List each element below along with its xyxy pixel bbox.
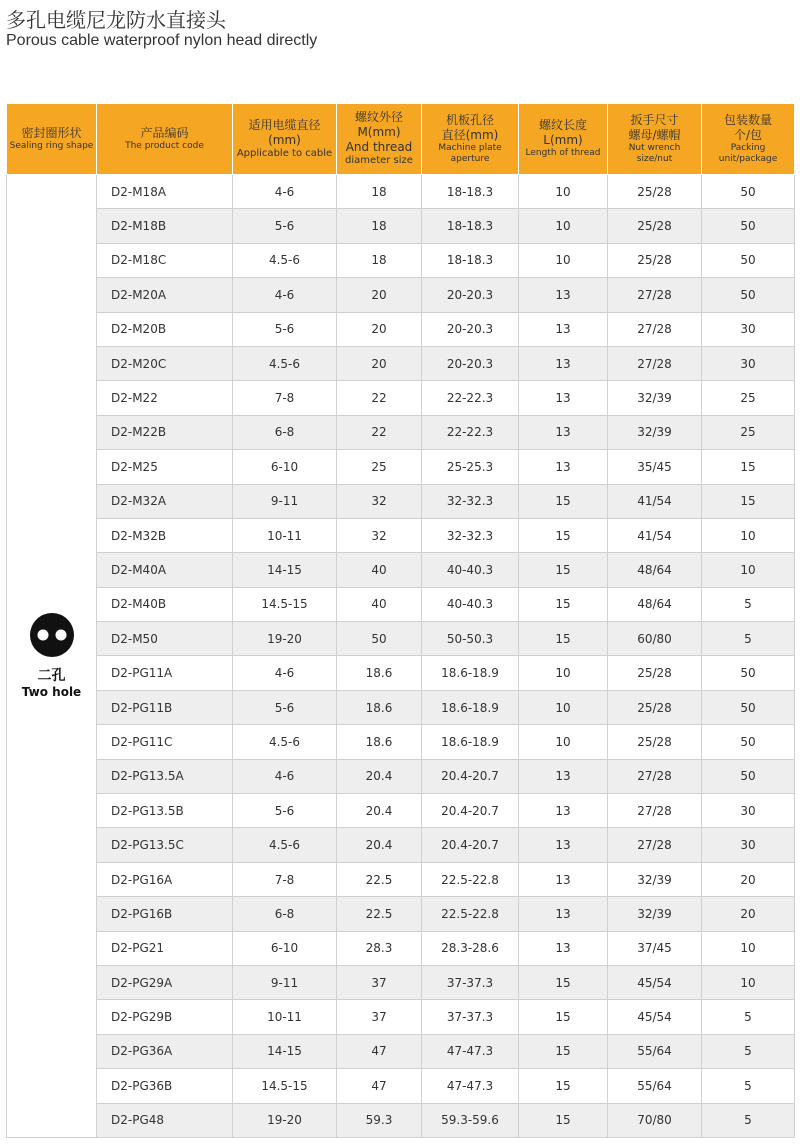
thread-diameter-cell: 18.6 bbox=[337, 690, 422, 724]
thread-diameter-cell: 20.4 bbox=[337, 828, 422, 862]
thread-diameter-cell: 20.4 bbox=[337, 794, 422, 828]
thread-length-cell: 13 bbox=[519, 794, 608, 828]
thread-length-cell: 10 bbox=[519, 656, 608, 690]
cable-diameter-cell: 14-15 bbox=[233, 1034, 337, 1068]
thread-diameter-cell: 18 bbox=[337, 175, 422, 209]
packing-unit-cell: 15 bbox=[702, 484, 795, 518]
table-row bbox=[7, 1000, 795, 1034]
wrench-size-cell: 48/64 bbox=[608, 587, 702, 621]
thread-length-cell: 15 bbox=[519, 484, 608, 518]
plate-aperture-cell: 40-40.3 bbox=[422, 587, 519, 621]
plate-aperture-cell: 20.4-20.7 bbox=[422, 794, 519, 828]
header-thread-diameter: 螺纹外径 M(mm) And thread diameter size bbox=[337, 104, 422, 175]
thread-length-cell: 15 bbox=[519, 1069, 608, 1103]
table-row bbox=[7, 931, 795, 965]
thread-diameter-cell: 20 bbox=[337, 346, 422, 380]
table-row bbox=[7, 484, 795, 518]
packing-unit-cell: 50 bbox=[702, 690, 795, 724]
table-row bbox=[7, 175, 795, 209]
header-cable-diameter: 适用电缆直径 (mm) Applicable to cable bbox=[233, 104, 337, 175]
header-sealing-ring-shape: 密封圈形状 Sealing ring shape bbox=[7, 104, 97, 175]
plate-aperture-cell: 22-22.3 bbox=[422, 381, 519, 415]
thread-length-cell: 13 bbox=[519, 897, 608, 931]
thread-diameter-cell: 20 bbox=[337, 278, 422, 312]
wrench-size-cell: 25/28 bbox=[608, 690, 702, 724]
thread-length-cell: 13 bbox=[519, 346, 608, 380]
packing-unit-cell: 50 bbox=[702, 209, 795, 243]
wrench-size-cell: 41/54 bbox=[608, 484, 702, 518]
cable-diameter-cell: 5-6 bbox=[233, 794, 337, 828]
product-code-cell: D2-M20A bbox=[97, 278, 233, 312]
thread-diameter-cell: 50 bbox=[337, 622, 422, 656]
sealing-ring-shape-cell bbox=[7, 175, 97, 1138]
header-wrench-size: 扳手尺寸 螺母/螺帽 Nut wrench size/nut bbox=[608, 104, 702, 175]
wrench-size-cell: 55/64 bbox=[608, 1069, 702, 1103]
cable-diameter-cell: 6-8 bbox=[233, 897, 337, 931]
product-code-cell: D2-PG36A bbox=[97, 1034, 233, 1068]
thread-length-cell: 13 bbox=[519, 415, 608, 449]
cable-diameter-cell: 19-20 bbox=[233, 622, 337, 656]
spec-table bbox=[6, 103, 795, 1138]
thread-length-cell: 13 bbox=[519, 862, 608, 896]
wrench-size-cell: 55/64 bbox=[608, 1034, 702, 1068]
cable-diameter-cell: 4-6 bbox=[233, 656, 337, 690]
thread-diameter-cell: 47 bbox=[337, 1069, 422, 1103]
packing-unit-cell: 5 bbox=[702, 622, 795, 656]
wrench-size-cell: 45/54 bbox=[608, 965, 702, 999]
table-row bbox=[7, 312, 795, 346]
table-row bbox=[7, 1069, 795, 1103]
plate-aperture-cell: 20.4-20.7 bbox=[422, 828, 519, 862]
thread-diameter-cell: 20 bbox=[337, 312, 422, 346]
table-row bbox=[7, 209, 795, 243]
table-row bbox=[7, 622, 795, 656]
thread-length-cell: 13 bbox=[519, 450, 608, 484]
wrench-size-cell: 27/28 bbox=[608, 794, 702, 828]
thread-length-cell: 15 bbox=[519, 587, 608, 621]
packing-unit-cell: 50 bbox=[702, 759, 795, 793]
header-thread-length: 螺纹长度 L(mm) Length of thread bbox=[519, 104, 608, 175]
wrench-size-cell: 27/28 bbox=[608, 312, 702, 346]
thread-length-cell: 15 bbox=[519, 1000, 608, 1034]
product-code-cell: D2-PG13.5B bbox=[97, 794, 233, 828]
table-row bbox=[7, 690, 795, 724]
product-code-cell: D2-PG21 bbox=[97, 931, 233, 965]
thread-diameter-cell: 18 bbox=[337, 243, 422, 277]
table-row bbox=[7, 897, 795, 931]
page-subtitle: Porous cable waterproof nylon head directly bbox=[6, 32, 318, 49]
table-row bbox=[7, 243, 795, 277]
thread-length-cell: 15 bbox=[519, 518, 608, 552]
thread-length-cell: 13 bbox=[519, 381, 608, 415]
plate-aperture-cell: 28.3-28.6 bbox=[422, 931, 519, 965]
two-hole-icon bbox=[29, 612, 75, 661]
cable-diameter-cell: 9-11 bbox=[233, 484, 337, 518]
wrench-size-cell: 35/45 bbox=[608, 450, 702, 484]
packing-unit-cell: 30 bbox=[702, 828, 795, 862]
wrench-size-cell: 41/54 bbox=[608, 518, 702, 552]
cable-diameter-cell: 14-15 bbox=[233, 553, 337, 587]
packing-unit-cell: 30 bbox=[702, 346, 795, 380]
plate-aperture-cell: 22-22.3 bbox=[422, 415, 519, 449]
packing-unit-cell: 10 bbox=[702, 931, 795, 965]
packing-unit-cell: 5 bbox=[702, 587, 795, 621]
table-row bbox=[7, 518, 795, 552]
table-row bbox=[7, 415, 795, 449]
wrench-size-cell: 25/28 bbox=[608, 209, 702, 243]
packing-unit-cell: 50 bbox=[702, 175, 795, 209]
thread-diameter-cell: 22 bbox=[337, 415, 422, 449]
thread-length-cell: 13 bbox=[519, 278, 608, 312]
packing-unit-cell: 30 bbox=[702, 794, 795, 828]
wrench-size-cell: 25/28 bbox=[608, 243, 702, 277]
wrench-size-cell: 48/64 bbox=[608, 553, 702, 587]
table-row bbox=[7, 1103, 795, 1137]
product-code-cell: D2-M40B bbox=[97, 587, 233, 621]
wrench-size-cell: 25/28 bbox=[608, 656, 702, 690]
header-plate-aperture: 机板孔径 直径(mm) Machine plate aperture bbox=[422, 104, 519, 175]
thread-diameter-cell: 59.3 bbox=[337, 1103, 422, 1137]
thread-diameter-cell: 37 bbox=[337, 1000, 422, 1034]
product-code-cell: D2-M20C bbox=[97, 346, 233, 380]
product-code-cell: D2-PG36B bbox=[97, 1069, 233, 1103]
product-code-cell: D2-M22B bbox=[97, 415, 233, 449]
cable-diameter-cell: 7-8 bbox=[233, 862, 337, 896]
thread-diameter-cell: 40 bbox=[337, 553, 422, 587]
thread-length-cell: 15 bbox=[519, 553, 608, 587]
thread-length-cell: 13 bbox=[519, 828, 608, 862]
page-title: 多孔电缆尼龙防水直接头 bbox=[6, 8, 226, 32]
table-row bbox=[7, 278, 795, 312]
packing-unit-cell: 20 bbox=[702, 862, 795, 896]
wrench-size-cell: 27/28 bbox=[608, 346, 702, 380]
table-row bbox=[7, 346, 795, 380]
packing-unit-cell: 25 bbox=[702, 415, 795, 449]
thread-diameter-cell: 28.3 bbox=[337, 931, 422, 965]
product-code-cell: D2-M50 bbox=[97, 622, 233, 656]
shape-label-en: Two hole bbox=[21, 685, 82, 700]
packing-unit-cell: 15 bbox=[702, 450, 795, 484]
cable-diameter-cell: 6-10 bbox=[233, 450, 337, 484]
plate-aperture-cell: 47-47.3 bbox=[422, 1069, 519, 1103]
thread-diameter-cell: 32 bbox=[337, 518, 422, 552]
cable-diameter-cell: 5-6 bbox=[233, 690, 337, 724]
product-code-cell: D2-PG13.5C bbox=[97, 828, 233, 862]
plate-aperture-cell: 59.3-59.6 bbox=[422, 1103, 519, 1137]
thread-diameter-cell: 37 bbox=[337, 965, 422, 999]
plate-aperture-cell: 22.5-22.8 bbox=[422, 862, 519, 896]
cable-diameter-cell: 10-11 bbox=[233, 1000, 337, 1034]
thread-length-cell: 10 bbox=[519, 243, 608, 277]
product-code-cell: D2-PG29A bbox=[97, 965, 233, 999]
thread-length-cell: 13 bbox=[519, 312, 608, 346]
thread-length-cell: 15 bbox=[519, 1034, 608, 1068]
thread-diameter-cell: 25 bbox=[337, 450, 422, 484]
cable-diameter-cell: 5-6 bbox=[233, 209, 337, 243]
plate-aperture-cell: 32-32.3 bbox=[422, 484, 519, 518]
cable-diameter-cell: 10-11 bbox=[233, 518, 337, 552]
cable-diameter-cell: 14.5-15 bbox=[233, 1069, 337, 1103]
product-code-cell: D2-M18B bbox=[97, 209, 233, 243]
thread-diameter-cell: 22 bbox=[337, 381, 422, 415]
table-body bbox=[7, 175, 795, 1138]
wrench-size-cell: 32/39 bbox=[608, 381, 702, 415]
product-code-cell: D2-PG11B bbox=[97, 690, 233, 724]
product-code-cell: D2-M18C bbox=[97, 243, 233, 277]
packing-unit-cell: 50 bbox=[702, 243, 795, 277]
thread-diameter-cell: 18.6 bbox=[337, 725, 422, 759]
cable-diameter-cell: 19-20 bbox=[233, 1103, 337, 1137]
packing-unit-cell: 5 bbox=[702, 1069, 795, 1103]
thread-length-cell: 10 bbox=[519, 175, 608, 209]
plate-aperture-cell: 50-50.3 bbox=[422, 622, 519, 656]
table-row bbox=[7, 725, 795, 759]
packing-unit-cell: 10 bbox=[702, 518, 795, 552]
table-row bbox=[7, 794, 795, 828]
product-code-cell: D2-PG11A bbox=[97, 656, 233, 690]
cable-diameter-cell: 4-6 bbox=[233, 175, 337, 209]
plate-aperture-cell: 20-20.3 bbox=[422, 278, 519, 312]
cable-diameter-cell: 4.5-6 bbox=[233, 243, 337, 277]
wrench-size-cell: 25/28 bbox=[608, 175, 702, 209]
table-row bbox=[7, 553, 795, 587]
wrench-size-cell: 60/80 bbox=[608, 622, 702, 656]
thread-length-cell: 10 bbox=[519, 209, 608, 243]
thread-length-cell: 15 bbox=[519, 622, 608, 656]
packing-unit-cell: 25 bbox=[702, 381, 795, 415]
plate-aperture-cell: 22.5-22.8 bbox=[422, 897, 519, 931]
table-header-row bbox=[7, 104, 795, 175]
product-code-cell: D2-M25 bbox=[97, 450, 233, 484]
plate-aperture-cell: 40-40.3 bbox=[422, 553, 519, 587]
wrench-size-cell: 70/80 bbox=[608, 1103, 702, 1137]
wrench-size-cell: 37/45 bbox=[608, 931, 702, 965]
thread-diameter-cell: 47 bbox=[337, 1034, 422, 1068]
header-packing-unit: 包装数量 个/包 Packing unit/package bbox=[702, 104, 795, 175]
product-code-cell: D2-PG16B bbox=[97, 897, 233, 931]
plate-aperture-cell: 47-47.3 bbox=[422, 1034, 519, 1068]
plate-aperture-cell: 18-18.3 bbox=[422, 209, 519, 243]
packing-unit-cell: 30 bbox=[702, 312, 795, 346]
product-code-cell: D2-M32B bbox=[97, 518, 233, 552]
product-code-cell: D2-M22 bbox=[97, 381, 233, 415]
thread-length-cell: 13 bbox=[519, 931, 608, 965]
product-code-cell: D2-PG48 bbox=[97, 1103, 233, 1137]
product-code-cell: D2-M18A bbox=[97, 175, 233, 209]
plate-aperture-cell: 37-37.3 bbox=[422, 965, 519, 999]
cable-diameter-cell: 4.5-6 bbox=[233, 828, 337, 862]
packing-unit-cell: 50 bbox=[702, 725, 795, 759]
thread-length-cell: 15 bbox=[519, 965, 608, 999]
header-product-code: 产品编码 The product code bbox=[97, 104, 233, 175]
packing-unit-cell: 20 bbox=[702, 897, 795, 931]
table-row bbox=[7, 828, 795, 862]
wrench-size-cell: 25/28 bbox=[608, 725, 702, 759]
thread-length-cell: 15 bbox=[519, 1103, 608, 1137]
product-code-cell: D2-PG16A bbox=[97, 862, 233, 896]
cable-diameter-cell: 4-6 bbox=[233, 278, 337, 312]
plate-aperture-cell: 32-32.3 bbox=[422, 518, 519, 552]
product-code-cell: D2-M20B bbox=[97, 312, 233, 346]
wrench-size-cell: 27/28 bbox=[608, 759, 702, 793]
thread-diameter-cell: 32 bbox=[337, 484, 422, 518]
thread-length-cell: 10 bbox=[519, 690, 608, 724]
product-code-cell: D2-M32A bbox=[97, 484, 233, 518]
thread-diameter-cell: 40 bbox=[337, 587, 422, 621]
table-row bbox=[7, 862, 795, 896]
cable-diameter-cell: 4-6 bbox=[233, 759, 337, 793]
wrench-size-cell: 27/28 bbox=[608, 278, 702, 312]
cable-diameter-cell: 6-10 bbox=[233, 931, 337, 965]
plate-aperture-cell: 20.4-20.7 bbox=[422, 759, 519, 793]
table-row bbox=[7, 381, 795, 415]
thread-diameter-cell: 22.5 bbox=[337, 862, 422, 896]
table-row bbox=[7, 759, 795, 793]
cable-diameter-cell: 9-11 bbox=[233, 965, 337, 999]
plate-aperture-cell: 25-25.3 bbox=[422, 450, 519, 484]
packing-unit-cell: 50 bbox=[702, 278, 795, 312]
product-code-cell: D2-M40A bbox=[97, 553, 233, 587]
table-row bbox=[7, 965, 795, 999]
cable-diameter-cell: 4.5-6 bbox=[233, 346, 337, 380]
plate-aperture-cell: 20-20.3 bbox=[422, 346, 519, 380]
packing-unit-cell: 10 bbox=[702, 965, 795, 999]
wrench-size-cell: 32/39 bbox=[608, 862, 702, 896]
thread-diameter-cell: 18.6 bbox=[337, 656, 422, 690]
plate-aperture-cell: 18.6-18.9 bbox=[422, 725, 519, 759]
plate-aperture-cell: 20-20.3 bbox=[422, 312, 519, 346]
table-row bbox=[7, 450, 795, 484]
wrench-size-cell: 45/54 bbox=[608, 1000, 702, 1034]
table-row bbox=[7, 587, 795, 621]
packing-unit-cell: 5 bbox=[702, 1034, 795, 1068]
wrench-size-cell: 32/39 bbox=[608, 415, 702, 449]
plate-aperture-cell: 18.6-18.9 bbox=[422, 690, 519, 724]
cable-diameter-cell: 6-8 bbox=[233, 415, 337, 449]
table-row bbox=[7, 1034, 795, 1068]
product-code-cell: D2-PG29B bbox=[97, 1000, 233, 1034]
packing-unit-cell: 10 bbox=[702, 553, 795, 587]
cable-diameter-cell: 4.5-6 bbox=[233, 725, 337, 759]
cable-diameter-cell: 5-6 bbox=[233, 312, 337, 346]
plate-aperture-cell: 18-18.3 bbox=[422, 243, 519, 277]
plate-aperture-cell: 18.6-18.9 bbox=[422, 656, 519, 690]
plate-aperture-cell: 18-18.3 bbox=[422, 175, 519, 209]
thread-diameter-cell: 22.5 bbox=[337, 897, 422, 931]
wrench-size-cell: 27/28 bbox=[608, 828, 702, 862]
packing-unit-cell: 5 bbox=[702, 1000, 795, 1034]
packing-unit-cell: 5 bbox=[702, 1103, 795, 1137]
cable-diameter-cell: 14.5-15 bbox=[233, 587, 337, 621]
product-code-cell: D2-PG11C bbox=[97, 725, 233, 759]
product-code-cell: D2-PG13.5A bbox=[97, 759, 233, 793]
plate-aperture-cell: 37-37.3 bbox=[422, 1000, 519, 1034]
packing-unit-cell: 50 bbox=[702, 656, 795, 690]
wrench-size-cell: 32/39 bbox=[608, 897, 702, 931]
shape-label-cn: 二孔 bbox=[37, 668, 66, 685]
thread-diameter-cell: 20.4 bbox=[337, 759, 422, 793]
thread-length-cell: 10 bbox=[519, 725, 608, 759]
table-row bbox=[7, 656, 795, 690]
cable-diameter-cell: 7-8 bbox=[233, 381, 337, 415]
thread-length-cell: 13 bbox=[519, 759, 608, 793]
thread-diameter-cell: 18 bbox=[337, 209, 422, 243]
